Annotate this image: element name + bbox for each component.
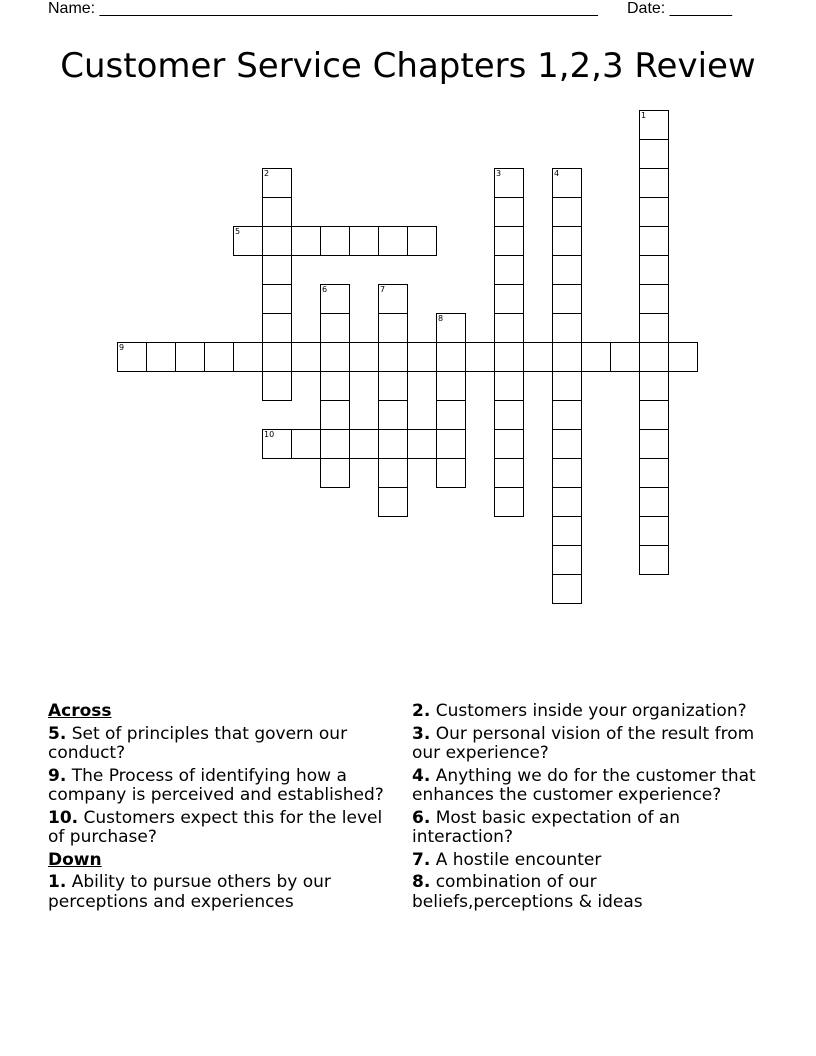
- crossword-cell[interactable]: [378, 313, 408, 343]
- clue-across-5: [48, 725, 398, 764]
- clue-down-8: [412, 873, 762, 912]
- crossword-cell[interactable]: [378, 400, 408, 430]
- crossword-cell[interactable]: [639, 371, 669, 401]
- clue-number-label: 4: [554, 169, 560, 178]
- crossword-cell[interactable]: [552, 371, 582, 401]
- crossword-cell[interactable]: [320, 226, 350, 256]
- clue-number: 8.: [412, 872, 431, 892]
- crossword-cell[interactable]: [320, 458, 350, 488]
- crossword-cell[interactable]: [320, 371, 350, 401]
- clues-right-column: [412, 702, 762, 915]
- clue-number-label: 7: [380, 285, 386, 294]
- crossword-cell[interactable]: [639, 429, 669, 459]
- crossword-cell[interactable]: [378, 429, 408, 459]
- clue-number-label: 1: [641, 111, 647, 120]
- clue-number-label: 6: [322, 285, 328, 294]
- clue-number: 4.: [412, 765, 431, 786]
- crossword-cell[interactable]: [494, 429, 524, 459]
- crossword-cell[interactable]: [436, 371, 466, 401]
- crossword-cell[interactable]: [378, 226, 408, 256]
- clue-text: Our personal vision of the result from our experience?: [412, 723, 755, 763]
- crossword-cell[interactable]: [552, 313, 582, 343]
- clue-down-4: [412, 767, 762, 806]
- crossword-cell[interactable]: [494, 371, 524, 401]
- crossword-cell[interactable]: [204, 342, 234, 372]
- crossword-cell[interactable]: [639, 400, 669, 430]
- crossword-cell[interactable]: [262, 313, 292, 343]
- crossword-cell[interactable]: [639, 284, 669, 314]
- crossword-cell[interactable]: [262, 371, 292, 401]
- crossword-cell[interactable]: [146, 342, 176, 372]
- crossword-cell[interactable]: [291, 429, 321, 459]
- crossword-cell[interactable]: [552, 545, 582, 575]
- crossword-cell[interactable]: [378, 458, 408, 488]
- down-heading: Down: [48, 849, 102, 870]
- crossword-cell[interactable]: [465, 342, 495, 372]
- crossword-cell[interactable]: [639, 197, 669, 227]
- clue-across-10: [48, 809, 398, 848]
- crossword-cell[interactable]: [291, 226, 321, 256]
- name-field[interactable]: Name: ________________________________________________________: [48, 0, 598, 17]
- crossword-cell[interactable]: [552, 284, 582, 314]
- crossword-cell[interactable]: [639, 139, 669, 169]
- crossword-cell[interactable]: [494, 458, 524, 488]
- clue-number: 3.: [412, 723, 431, 744]
- clue-number: 10.: [48, 807, 79, 828]
- crossword-cell[interactable]: [407, 342, 437, 372]
- crossword-cell[interactable]: [349, 226, 379, 256]
- clue-down-7: [412, 851, 762, 871]
- crossword-cell[interactable]: [552, 342, 582, 372]
- crossword-cell[interactable]: [494, 197, 524, 227]
- crossword-cell[interactable]: [552, 429, 582, 459]
- crossword-cell[interactable]: [494, 313, 524, 343]
- crossword-cell[interactable]: [639, 487, 669, 517]
- date-field[interactable]: Date: _______: [627, 0, 732, 17]
- clue-number: 2.: [412, 701, 431, 721]
- crossword-cell[interactable]: [262, 284, 292, 314]
- clue-number-label: 10: [264, 430, 275, 439]
- crossword-cell[interactable]: [552, 226, 582, 256]
- clue-text: Ability to pursue others by our perceptions and experiences: [48, 872, 331, 912]
- clue-number: 9.: [48, 765, 67, 786]
- crossword-cell[interactable]: [436, 400, 466, 430]
- crossword-cell[interactable]: [494, 487, 524, 517]
- crossword-cell[interactable]: [320, 313, 350, 343]
- clue-text: Customers inside your organization?: [430, 701, 747, 721]
- clue-down-2: [412, 702, 762, 722]
- page-title: Customer Service Chapters 1,2,3 Review: [60, 46, 756, 86]
- crossword-cell[interactable]: [581, 342, 611, 372]
- crossword-cell[interactable]: [175, 342, 205, 372]
- crossword-cell[interactable]: [320, 342, 350, 372]
- clue-number: 7.: [412, 849, 431, 870]
- clue-number-label: 8: [438, 314, 444, 323]
- crossword-cell[interactable]: [436, 458, 466, 488]
- crossword-cell[interactable]: [494, 284, 524, 314]
- clue-down-1: [48, 873, 398, 912]
- clue-number: 5.: [48, 723, 67, 744]
- clue-text: Most basic expectation of an interaction?: [412, 807, 681, 847]
- crossword-cell[interactable]: [262, 255, 292, 285]
- clue-text: The Process of identifying how a company is perceived and established?: [48, 765, 384, 805]
- crossword-cell[interactable]: [639, 342, 669, 372]
- crossword-cell[interactable]: [291, 342, 321, 372]
- crossword-cell[interactable]: [523, 342, 553, 372]
- crossword-cell[interactable]: [378, 342, 408, 372]
- crossword-cell[interactable]: [378, 371, 408, 401]
- crossword-cell[interactable]: [407, 226, 437, 256]
- crossword-cell[interactable]: [320, 429, 350, 459]
- crossword-cell[interactable]: [552, 255, 582, 285]
- clue-number-label: 3: [496, 169, 502, 178]
- crossword-cell[interactable]: [320, 400, 350, 430]
- crossword-cell[interactable]: [436, 429, 466, 459]
- crossword-cell[interactable]: [639, 226, 669, 256]
- crossword-cell[interactable]: [494, 342, 524, 372]
- crossword-cell[interactable]: [436, 342, 466, 372]
- clues-left-column: [48, 702, 398, 915]
- clue-number: 1.: [48, 872, 67, 892]
- clue-number: 6.: [412, 807, 431, 828]
- crossword-cell[interactable]: [639, 516, 669, 546]
- crossword-cell[interactable]: [552, 400, 582, 430]
- crossword-cell[interactable]: [639, 168, 669, 198]
- clue-text: A hostile encounter: [430, 849, 602, 870]
- crossword-cell[interactable]: [494, 226, 524, 256]
- crossword-cell[interactable]: [639, 545, 669, 575]
- crossword-cell[interactable]: [639, 255, 669, 285]
- clue-across-9: [48, 767, 398, 806]
- crossword-cell[interactable]: [552, 458, 582, 488]
- crossword-cell[interactable]: [639, 313, 669, 343]
- crossword-cell[interactable]: [552, 487, 582, 517]
- crossword-cell[interactable]: [349, 342, 379, 372]
- clue-down-3: [412, 725, 762, 764]
- clue-text: Anything we do for the customer that enhances the customer experience?: [412, 765, 756, 805]
- crossword-cell[interactable]: [552, 197, 582, 227]
- clue-number-label: 5: [235, 227, 241, 236]
- crossword-cell[interactable]: [349, 429, 379, 459]
- crossword-cell[interactable]: [262, 342, 292, 372]
- crossword-cell[interactable]: [494, 400, 524, 430]
- clue-text: combination of our beliefs,perceptions & ideas: [412, 872, 643, 912]
- crossword-cell[interactable]: [552, 516, 582, 546]
- crossword-cell[interactable]: [262, 197, 292, 227]
- crossword-cell[interactable]: [552, 574, 582, 604]
- crossword-cell[interactable]: [407, 429, 437, 459]
- crossword-cell[interactable]: [610, 342, 640, 372]
- crossword-cell[interactable]: [668, 342, 698, 372]
- clue-text: Customers expect this for the level of purchase?: [48, 807, 383, 847]
- clue-down-6: [412, 809, 762, 848]
- clue-number-label: 9: [119, 343, 125, 352]
- clue-text: Set of principles that govern our conduct?: [48, 723, 348, 763]
- crossword-cell[interactable]: [262, 226, 292, 256]
- crossword-cell[interactable]: [233, 342, 263, 372]
- crossword-cell[interactable]: [378, 487, 408, 517]
- crossword-cell[interactable]: [494, 255, 524, 285]
- clue-number-label: 2: [264, 169, 270, 178]
- across-heading: Across: [48, 701, 112, 721]
- crossword-cell[interactable]: [639, 458, 669, 488]
